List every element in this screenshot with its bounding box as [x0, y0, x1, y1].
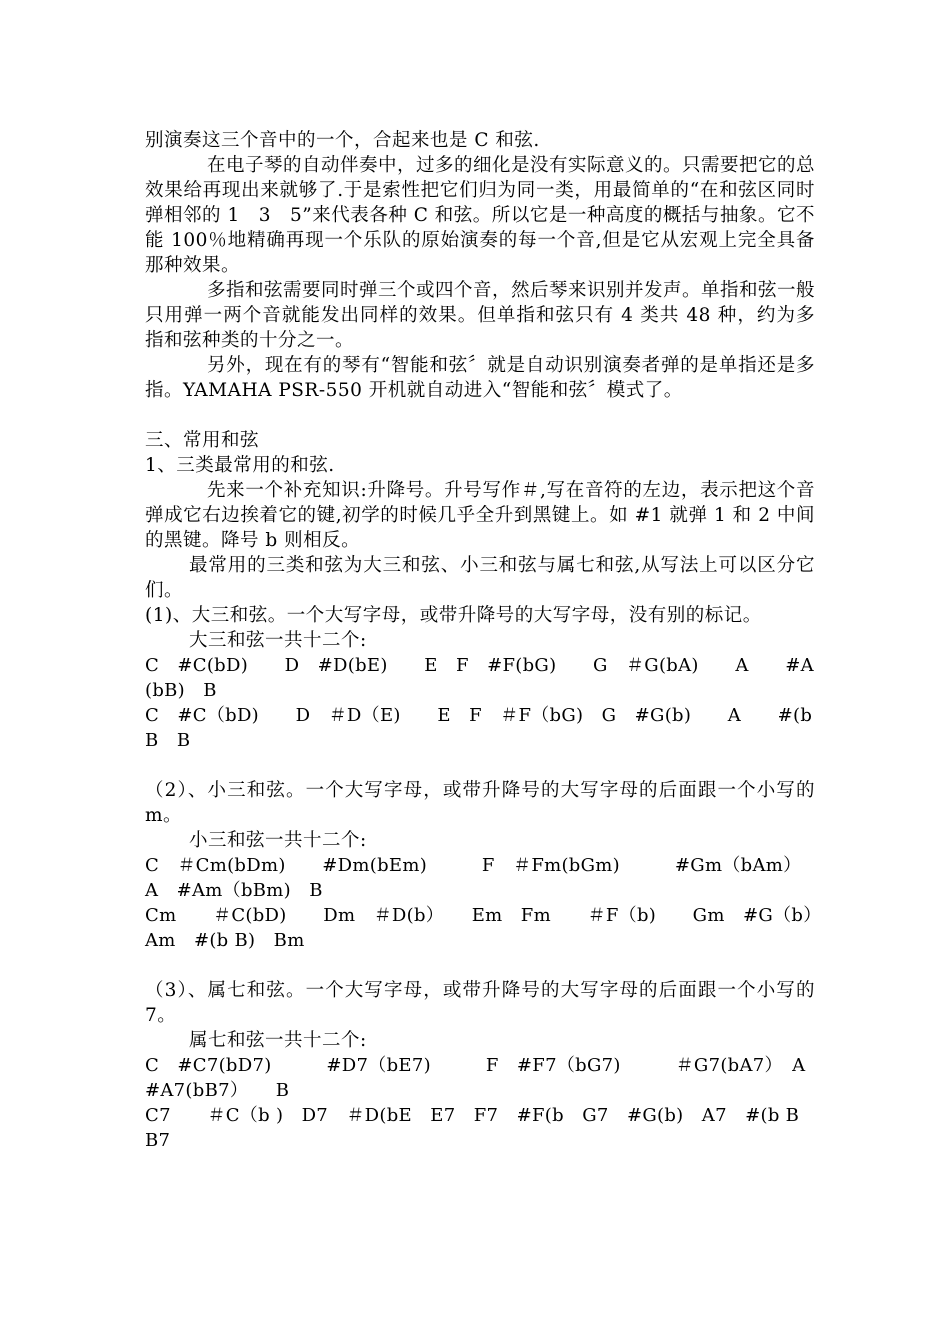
minor-chord-list-1: C ＃Cm(bDm) #Dm(bEm) F ＃Fm(bGm) #Gm（bAm） A #Am（bBm) B	[145, 855, 811, 901]
paragraph-multi-finger-chords: 多指和弦需要同时弹三个或四个音，然后琴来识别并发声。单指和弦一般只用弹一两个音就能发出同样的效果。但单指和弦只有 4 类共 48 种，约为多指和弦种类的十分之一。	[145, 280, 816, 351]
paragraph-c-chord-summary: 别演奏这三个音中的一个，合起来也是 C 和弦.	[145, 130, 540, 151]
paragraph-chord-types-intro: 最常用的三类和弦为大三和弦、小三和弦与属七和弦,从写法上可以区分它们。	[145, 555, 815, 601]
minor-chord-list-2: Cm ＃C(bD) Dm ＃D(b） Em Fm ＃F（b) Gm #G（b） Am #(b B) Bm	[145, 905, 831, 951]
minor-chord-count: 小三和弦一共十二个:	[189, 830, 367, 851]
paragraph-smart-chords: 另外，现在有的琴有“智能和弦〞就是自动识别演奏者弹的是单指还是多指。YAMAHA PSR-550 开机就自动进入“智能和弦〞模式了。	[145, 355, 815, 401]
paragraph-auto-accompaniment: 在电子琴的自动伴奏中，过多的细化是没有实际意义的。只需要把它的总效果给再现出来就够了.于是索性把它们归为同一类，用最简单的“在和弦区同时弹相邻的 1 3 5”来代表各种 C 和弦。所以它是一种高度的概括与抽象。它不能 100％地精确再现一个乐队的原始演奏的每一个音,但是它从宏观上完全具备那种效果。	[145, 155, 816, 276]
minor-chord-title: （2）、小三和弦。一个大写字母，或带升降号的大写字母的后面跟一个小写的 m。	[145, 780, 815, 826]
spacer	[145, 953, 815, 978]
seventh-chord-list-1: C #C7(bD7) #D7（bE7) F #F7（bG7) ＃G7(bA7） A #A7(bB7） B	[145, 1055, 824, 1101]
document-page	[145, 128, 831, 1153]
spacer	[145, 753, 815, 778]
major-chord-list-1: C #C(bD) D #D(bE) E F #F(bG) G ＃G(bA) A #A(bB) B	[145, 655, 814, 701]
major-chord-list-2: C #C（bD) D ＃D（E) E F ＃F（bG) G #G(b) A #(bB B	[145, 705, 813, 751]
paragraph-sharp-flat-supplement: 先来一个补充知识:升降号。升号写作＃,写在音符的左边，表示把这个音弹成它右边挨着它的键,初学的时候几乎全升到黑键上。如 #1 就弹 1 和 2 中间的黑键。降号 b 则相反。	[145, 480, 815, 551]
section-subheading: 1、三类最常用的和弦.	[145, 455, 335, 476]
seventh-chord-title: （3）、属七和弦。一个大写字母，或带升降号的大写字母的后面跟一个小写的 7。	[145, 980, 815, 1026]
seventh-chord-count: 属七和弦一共十二个:	[189, 1030, 367, 1051]
major-chord-title: (1)、大三和弦。一个大写字母，或带升降号的大写字母，没有别的标记。	[145, 605, 762, 626]
spacer	[145, 403, 815, 428]
section-heading: 三、常用和弦	[145, 430, 260, 451]
major-chord-count: 大三和弦一共十二个:	[189, 630, 367, 651]
seventh-chord-list-2: C7 ＃C（b ) D7 ＃D(bE E7 F7 #F(b G7 #G(b) A7 #(b B B7	[145, 1105, 806, 1151]
